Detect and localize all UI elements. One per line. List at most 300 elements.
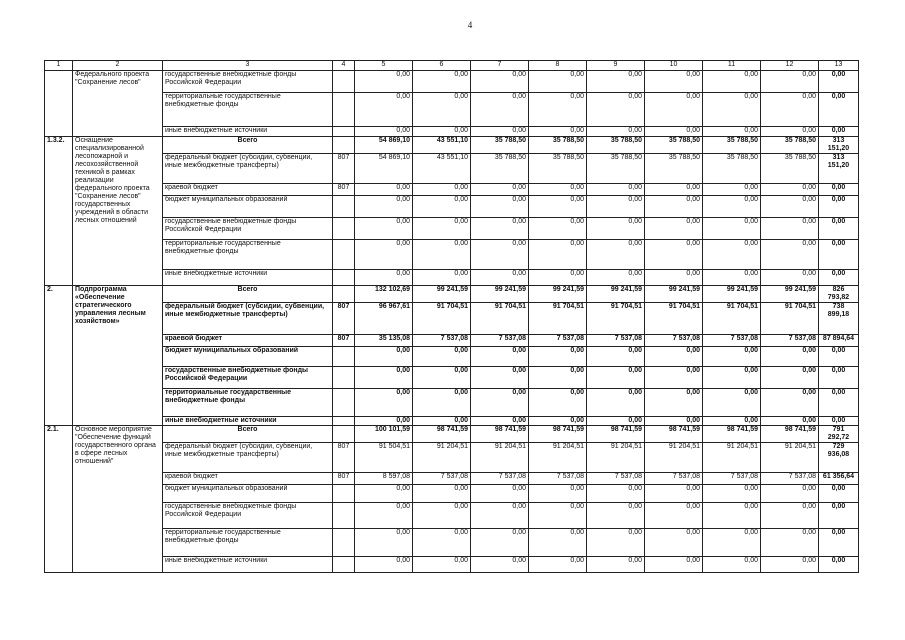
- amount-cell: 0,00: [703, 529, 761, 557]
- amount-cell: 0,00: [761, 240, 819, 270]
- amount-cell: 35 788,50: [529, 154, 587, 184]
- amount-cell: 98 741,59: [587, 426, 645, 443]
- funding-source: государственные внебюджетные фонды Российской Федерации: [163, 367, 333, 389]
- table-row: [45, 184, 859, 196]
- amount-cell: 0,00: [703, 557, 761, 573]
- funding-source: федеральный бюджет (субсидии, субвенции, иные межбюджетные трансферты): [163, 303, 333, 335]
- grbs-code: 807: [333, 154, 355, 184]
- amount-cell: 0,00: [355, 347, 413, 367]
- row-total: 0,00: [819, 270, 859, 286]
- header-cell: 7: [471, 61, 529, 71]
- amount-cell: 0,00: [413, 240, 471, 270]
- amount-cell: 0,00: [587, 184, 645, 196]
- table-row: [45, 303, 859, 335]
- amount-cell: 0,00: [645, 127, 703, 137]
- amount-cell: 0,00: [587, 417, 645, 426]
- amount-cell: 0,00: [471, 218, 529, 240]
- amount-cell: 0,00: [413, 196, 471, 218]
- amount-cell: 0,00: [413, 218, 471, 240]
- amount-cell: 0,00: [413, 389, 471, 417]
- table-row: [45, 137, 859, 154]
- amount-cell: 0,00: [413, 557, 471, 573]
- grbs-code: [333, 367, 355, 389]
- amount-cell: 0,00: [761, 503, 819, 529]
- amount-cell: 0,00: [761, 367, 819, 389]
- grbs-code: [333, 270, 355, 286]
- amount-cell: 0,00: [529, 529, 587, 557]
- program-name: Основное мероприятие "Обеспечение функций государственного органа в сфере лесных отношений": [73, 426, 163, 573]
- amount-cell: 7 537,08: [703, 335, 761, 347]
- amount-cell: 54 869,10: [355, 154, 413, 184]
- amount-cell: 0,00: [529, 71, 587, 93]
- amount-cell: 0,00: [355, 71, 413, 93]
- table-row: [45, 154, 859, 184]
- row-total: 0,00: [819, 347, 859, 367]
- amount-cell: 0,00: [355, 529, 413, 557]
- amount-cell: 0,00: [471, 417, 529, 426]
- amount-cell: 0,00: [413, 93, 471, 127]
- amount-cell: 0,00: [529, 485, 587, 503]
- amount-cell: 35 788,50: [761, 154, 819, 184]
- amount-cell: 0,00: [703, 184, 761, 196]
- table-row: [45, 127, 859, 137]
- amount-cell: 0,00: [355, 93, 413, 127]
- row-total: 0,00: [819, 127, 859, 137]
- table-body: [45, 61, 859, 573]
- amount-cell: 0,00: [703, 218, 761, 240]
- amount-cell: 0,00: [413, 71, 471, 93]
- table-row: [45, 93, 859, 127]
- amount-cell: 35 788,50: [471, 137, 529, 154]
- row-total: 0,00: [819, 71, 859, 93]
- table-row: [45, 443, 859, 473]
- funding-source: Всего: [163, 426, 333, 443]
- table-row: [45, 503, 859, 529]
- amount-cell: 0,00: [413, 503, 471, 529]
- header-cell: 13: [819, 61, 859, 71]
- row-total: 0,00: [819, 389, 859, 417]
- grbs-code: 807: [333, 473, 355, 485]
- amount-cell: 0,00: [703, 196, 761, 218]
- amount-cell: 0,00: [355, 557, 413, 573]
- funding-source: территориальные государственные внебюджетные фонды: [163, 240, 333, 270]
- amount-cell: 54 869,10: [355, 137, 413, 154]
- amount-cell: 0,00: [645, 367, 703, 389]
- amount-cell: 7 537,08: [761, 473, 819, 485]
- amount-cell: 7 537,08: [529, 473, 587, 485]
- amount-cell: 0,00: [529, 417, 587, 426]
- amount-cell: 0,00: [355, 389, 413, 417]
- amount-cell: 0,00: [761, 347, 819, 367]
- table-row: [45, 240, 859, 270]
- table-row: [45, 389, 859, 417]
- amount-cell: 35 788,50: [703, 137, 761, 154]
- header-cell: 6: [413, 61, 471, 71]
- grbs-code: [333, 71, 355, 93]
- table-row: [45, 557, 859, 573]
- amount-cell: 0,00: [703, 93, 761, 127]
- funding-source: краевой бюджет: [163, 473, 333, 485]
- header-cell: 9: [587, 61, 645, 71]
- amount-cell: 0,00: [587, 367, 645, 389]
- row-total: 0,00: [819, 93, 859, 127]
- row-total: 0,00: [819, 529, 859, 557]
- amount-cell: 0,00: [355, 270, 413, 286]
- funding-source: краевой бюджет: [163, 184, 333, 196]
- table-row: [45, 347, 859, 367]
- row-total: 0,00: [819, 184, 859, 196]
- amount-cell: 0,00: [703, 270, 761, 286]
- amount-cell: 0,00: [587, 93, 645, 127]
- grbs-code: [333, 218, 355, 240]
- grbs-code: 807: [333, 335, 355, 347]
- grbs-code: [333, 137, 355, 154]
- funding-source: бюджет муниципальных образований: [163, 485, 333, 503]
- header-cell: 10: [645, 61, 703, 71]
- amount-cell: 0,00: [645, 93, 703, 127]
- amount-cell: 0,00: [587, 196, 645, 218]
- amount-cell: 0,00: [529, 347, 587, 367]
- amount-cell: 0,00: [645, 557, 703, 573]
- row-code: [45, 71, 73, 137]
- table-row: [45, 529, 859, 557]
- amount-cell: 91 204,51: [587, 443, 645, 473]
- amount-cell: 0,00: [471, 196, 529, 218]
- amount-cell: 35 788,50: [703, 154, 761, 184]
- amount-cell: 0,00: [761, 218, 819, 240]
- amount-cell: 35 788,50: [471, 154, 529, 184]
- amount-cell: 91 704,51: [761, 303, 819, 335]
- amount-cell: 0,00: [355, 240, 413, 270]
- header-cell: 5: [355, 61, 413, 71]
- amount-cell: 0,00: [413, 127, 471, 137]
- amount-cell: 98 741,59: [413, 426, 471, 443]
- row-total: 313 151,20: [819, 154, 859, 184]
- funding-source: Всего: [163, 286, 333, 303]
- amount-cell: 7 537,08: [471, 473, 529, 485]
- amount-cell: 0,00: [413, 270, 471, 286]
- amount-cell: 0,00: [529, 367, 587, 389]
- amount-cell: 0,00: [761, 184, 819, 196]
- amount-cell: 0,00: [761, 270, 819, 286]
- row-code: 2.: [45, 286, 73, 426]
- row-total: 0,00: [819, 196, 859, 218]
- funding-source: территориальные государственные внебюджетные фонды: [163, 93, 333, 127]
- grbs-code: [333, 347, 355, 367]
- amount-cell: 98 741,59: [703, 426, 761, 443]
- amount-cell: 91 704,51: [587, 303, 645, 335]
- funding-source: бюджет муниципальных образований: [163, 196, 333, 218]
- funding-source: государственные внебюджетные фонды Российской Федерации: [163, 503, 333, 529]
- amount-cell: 98 741,59: [761, 426, 819, 443]
- amount-cell: 0,00: [645, 389, 703, 417]
- grbs-code: [333, 426, 355, 443]
- amount-cell: 0,00: [587, 240, 645, 270]
- amount-cell: 99 241,59: [529, 286, 587, 303]
- amount-cell: 43 551,10: [413, 154, 471, 184]
- table-row: [45, 71, 859, 93]
- amount-cell: 0,00: [645, 417, 703, 426]
- amount-cell: 91 204,51: [645, 443, 703, 473]
- amount-cell: 0,00: [471, 184, 529, 196]
- amount-cell: 0,00: [471, 127, 529, 137]
- amount-cell: 0,00: [471, 485, 529, 503]
- amount-cell: 99 241,59: [703, 286, 761, 303]
- row-code: 1.3.2.: [45, 137, 73, 286]
- amount-cell: 0,00: [761, 485, 819, 503]
- amount-cell: 0,00: [703, 417, 761, 426]
- row-total: 791 292,72: [819, 426, 859, 443]
- amount-cell: 100 101,59: [355, 426, 413, 443]
- row-code: 2.1.: [45, 426, 73, 573]
- amount-cell: 8 597,08: [355, 473, 413, 485]
- funding-source: государственные внебюджетные фонды Российской Федерации: [163, 218, 333, 240]
- amount-cell: 0,00: [645, 485, 703, 503]
- amount-cell: 98 741,59: [645, 426, 703, 443]
- amount-cell: 0,00: [587, 71, 645, 93]
- amount-cell: 0,00: [471, 529, 529, 557]
- table-row: [45, 270, 859, 286]
- table-row: [45, 335, 859, 347]
- funding-source: государственные внебюджетные фонды Российской Федерации: [163, 71, 333, 93]
- amount-cell: 0,00: [355, 218, 413, 240]
- funding-source: иные внебюджетные источники: [163, 127, 333, 137]
- program-name: Федерального проекта "Сохранение лесов": [73, 71, 163, 137]
- row-total: 729 936,08: [819, 443, 859, 473]
- amount-cell: 0,00: [703, 389, 761, 417]
- header-row: [45, 61, 859, 71]
- amount-cell: 0,00: [587, 127, 645, 137]
- amount-cell: 99 241,59: [471, 286, 529, 303]
- row-total: 0,00: [819, 367, 859, 389]
- amount-cell: 35 788,50: [645, 137, 703, 154]
- header-cell: 8: [529, 61, 587, 71]
- funding-source: иные внебюджетные источники: [163, 270, 333, 286]
- amount-cell: 0,00: [355, 184, 413, 196]
- funding-source: краевой бюджет: [163, 335, 333, 347]
- amount-cell: 0,00: [413, 347, 471, 367]
- amount-cell: 91 204,51: [761, 443, 819, 473]
- amount-cell: 7 537,08: [587, 335, 645, 347]
- amount-cell: 0,00: [471, 93, 529, 127]
- table-row: [45, 426, 859, 443]
- amount-cell: 0,00: [703, 240, 761, 270]
- amount-cell: 91 704,51: [645, 303, 703, 335]
- amount-cell: 0,00: [529, 503, 587, 529]
- funding-source: бюджет муниципальных образований: [163, 347, 333, 367]
- row-total: 0,00: [819, 557, 859, 573]
- amount-cell: 7 537,08: [645, 335, 703, 347]
- funding-source: Всего: [163, 137, 333, 154]
- funding-source: федеральный бюджет (субсидии, субвенции, иные межбюджетные трансферты): [163, 443, 333, 473]
- grbs-code: [333, 529, 355, 557]
- header-cell: 3: [163, 61, 333, 71]
- amount-cell: 0,00: [645, 347, 703, 367]
- funding-source: территориальные государственные внебюджетные фонды: [163, 529, 333, 557]
- amount-cell: 0,00: [587, 270, 645, 286]
- amount-cell: 0,00: [471, 71, 529, 93]
- amount-cell: 7 537,08: [761, 335, 819, 347]
- amount-cell: 0,00: [529, 184, 587, 196]
- amount-cell: 0,00: [471, 389, 529, 417]
- grbs-code: [333, 557, 355, 573]
- amount-cell: 0,00: [413, 184, 471, 196]
- header-cell: 11: [703, 61, 761, 71]
- grbs-code: [333, 417, 355, 426]
- grbs-code: [333, 485, 355, 503]
- grbs-code: [333, 127, 355, 137]
- amount-cell: 0,00: [761, 127, 819, 137]
- row-total: 0,00: [819, 417, 859, 426]
- amount-cell: 99 241,59: [587, 286, 645, 303]
- amount-cell: 0,00: [355, 485, 413, 503]
- budget-table: [44, 60, 859, 573]
- header-cell: 4: [333, 61, 355, 71]
- amount-cell: 7 537,08: [703, 473, 761, 485]
- amount-cell: 0,00: [703, 127, 761, 137]
- amount-cell: 0,00: [761, 93, 819, 127]
- amount-cell: 0,00: [355, 417, 413, 426]
- grbs-code: [333, 196, 355, 218]
- amount-cell: 0,00: [645, 503, 703, 529]
- program-name: Оснащение специализированной лесопожарной и лесохозяйственной техникой в рамках реализации федерального проекта "Сохранение лесов" государственных учреждений в области лесных отношений: [73, 137, 163, 286]
- amount-cell: 0,00: [413, 485, 471, 503]
- row-total: 0,00: [819, 218, 859, 240]
- amount-cell: 91 204,51: [703, 443, 761, 473]
- amount-cell: 0,00: [587, 389, 645, 417]
- header-cell: 1: [45, 61, 73, 71]
- amount-cell: 99 241,59: [413, 286, 471, 303]
- amount-cell: 35 788,50: [529, 137, 587, 154]
- amount-cell: 35 788,50: [587, 137, 645, 154]
- amount-cell: 0,00: [529, 557, 587, 573]
- amount-cell: 98 741,59: [471, 426, 529, 443]
- amount-cell: 0,00: [471, 270, 529, 286]
- amount-cell: 0,00: [529, 389, 587, 417]
- amount-cell: 99 241,59: [645, 286, 703, 303]
- amount-cell: 0,00: [355, 127, 413, 137]
- amount-cell: 0,00: [587, 529, 645, 557]
- amount-cell: 91 504,51: [355, 443, 413, 473]
- amount-cell: 0,00: [529, 240, 587, 270]
- row-total: 0,00: [819, 485, 859, 503]
- page-number: 4: [467, 20, 473, 30]
- row-total: 87 894,64: [819, 335, 859, 347]
- header-cell: 12: [761, 61, 819, 71]
- amount-cell: 0,00: [471, 240, 529, 270]
- table-row: [45, 218, 859, 240]
- grbs-code: [333, 240, 355, 270]
- amount-cell: 0,00: [413, 417, 471, 426]
- amount-cell: 0,00: [761, 417, 819, 426]
- grbs-code: [333, 286, 355, 303]
- amount-cell: 7 537,08: [413, 335, 471, 347]
- amount-cell: 0,00: [645, 196, 703, 218]
- funding-source: территориальные государственные внебюджетные фонды: [163, 389, 333, 417]
- grbs-code: 807: [333, 303, 355, 335]
- row-total: 826 793,82: [819, 286, 859, 303]
- amount-cell: 0,00: [645, 270, 703, 286]
- amount-cell: 0,00: [587, 347, 645, 367]
- amount-cell: 35 788,50: [587, 154, 645, 184]
- amount-cell: 0,00: [471, 503, 529, 529]
- amount-cell: 0,00: [471, 557, 529, 573]
- amount-cell: 0,00: [355, 196, 413, 218]
- table-row: [45, 473, 859, 485]
- amount-cell: 0,00: [645, 71, 703, 93]
- amount-cell: 0,00: [355, 503, 413, 529]
- table-row: [45, 286, 859, 303]
- row-total: 0,00: [819, 503, 859, 529]
- amount-cell: 91 204,51: [529, 443, 587, 473]
- amount-cell: 0,00: [703, 71, 761, 93]
- row-total: 313 151,20: [819, 137, 859, 154]
- amount-cell: 0,00: [761, 71, 819, 93]
- row-total: 0,00: [819, 240, 859, 270]
- amount-cell: 43 551,10: [413, 137, 471, 154]
- amount-cell: 0,00: [703, 503, 761, 529]
- amount-cell: 0,00: [761, 557, 819, 573]
- amount-cell: 35 135,08: [355, 335, 413, 347]
- amount-cell: 0,00: [529, 127, 587, 137]
- amount-cell: 7 537,08: [471, 335, 529, 347]
- amount-cell: 0,00: [587, 485, 645, 503]
- program-name: Подпрограмма «Обеспечение стратегического управления лесным хозяйством»: [73, 286, 163, 426]
- funding-source: иные внебюджетные источники: [163, 557, 333, 573]
- table-row: [45, 196, 859, 218]
- amount-cell: 0,00: [587, 557, 645, 573]
- amount-cell: 0,00: [703, 485, 761, 503]
- grbs-code: [333, 503, 355, 529]
- table-row: [45, 485, 859, 503]
- amount-cell: 0,00: [413, 367, 471, 389]
- amount-cell: 0,00: [413, 529, 471, 557]
- amount-cell: 132 102,69: [355, 286, 413, 303]
- amount-cell: 91 704,51: [413, 303, 471, 335]
- amount-cell: 35 788,50: [645, 154, 703, 184]
- amount-cell: 0,00: [645, 184, 703, 196]
- header-cell: 2: [73, 61, 163, 71]
- funding-source: иные внебюджетные источники: [163, 417, 333, 426]
- row-total: 738 899,18: [819, 303, 859, 335]
- amount-cell: 0,00: [645, 529, 703, 557]
- grbs-code: 807: [333, 443, 355, 473]
- grbs-code: 807: [333, 184, 355, 196]
- amount-cell: 35 788,50: [761, 137, 819, 154]
- amount-cell: 0,00: [761, 529, 819, 557]
- amount-cell: 0,00: [587, 218, 645, 240]
- amount-cell: 0,00: [761, 196, 819, 218]
- amount-cell: 96 967,61: [355, 303, 413, 335]
- amount-cell: 0,00: [645, 218, 703, 240]
- amount-cell: 0,00: [529, 196, 587, 218]
- amount-cell: 91 204,51: [413, 443, 471, 473]
- amount-cell: 98 741,59: [529, 426, 587, 443]
- row-total: 61 356,64: [819, 473, 859, 485]
- amount-cell: 7 537,08: [587, 473, 645, 485]
- grbs-code: [333, 389, 355, 417]
- amount-cell: 91 704,51: [529, 303, 587, 335]
- grbs-code: [333, 93, 355, 127]
- amount-cell: 99 241,59: [761, 286, 819, 303]
- amount-cell: 0,00: [529, 218, 587, 240]
- amount-cell: 0,00: [645, 240, 703, 270]
- amount-cell: 91 704,51: [703, 303, 761, 335]
- amount-cell: 0,00: [529, 270, 587, 286]
- amount-cell: 0,00: [529, 93, 587, 127]
- amount-cell: 0,00: [471, 367, 529, 389]
- table-row: [45, 367, 859, 389]
